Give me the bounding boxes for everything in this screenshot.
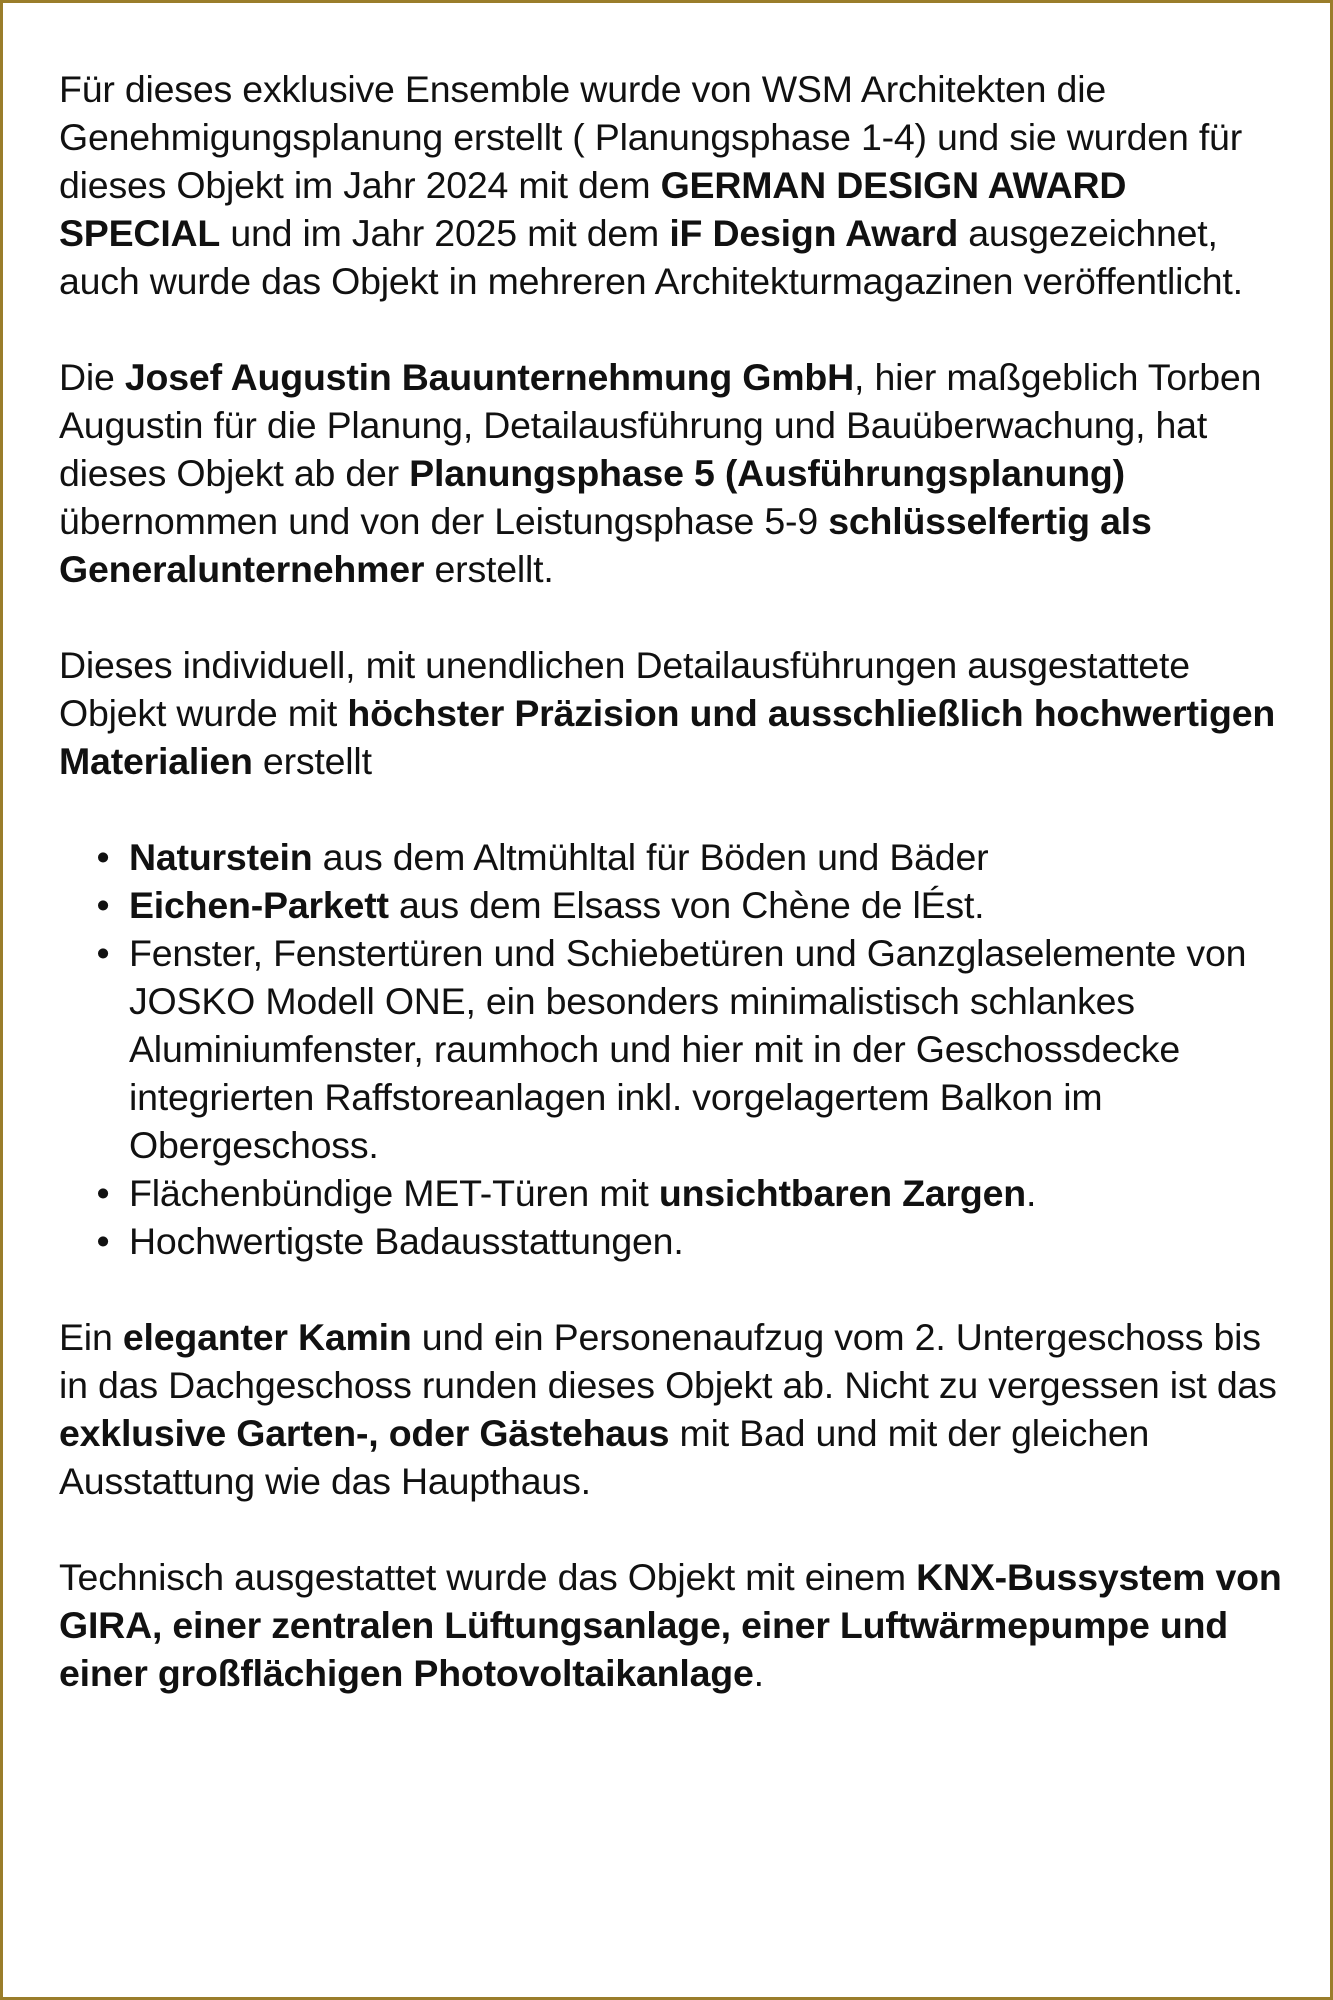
paragraph-contractor: Die Josef Augustin Bauunternehmung GmbH, hier maßgeblich Torben Augustin für die Planung, Detailausführung und Bauüberwachung, hat dieses Objekt ab der Planungsphase 5 (Ausführungsplanung) übernommen und von der Leistungsphase 5-9 schlüsselfertig als Generalunternehmer erstellt.	[59, 356, 1262, 590]
paragraph-award: Für dieses exklusive Ensemble wurde von WSM Architekten die Genehmigungsplanung erstellt ( Planungsphase 1-4) und sie wurden für dieses Objekt im Jahr 2024 mit dem GERMAN DESIGN AWARD SPECIAL und im Jahr 2025 mit dem iF Design Award ausgezeichnet, auch wurde das Objekt in mehreren Architekturmagazinen veröffentlicht.	[59, 68, 1243, 302]
quality-highlight: höchster Präzision und ausschließlich hochwertigen Materialien	[59, 692, 1276, 782]
bullet-icon: •	[96, 884, 110, 926]
list-item: • Eichen-Parkett aus dem Elsass von Chène de lÉst.	[129, 881, 1289, 929]
bullet-icon: •	[96, 1220, 110, 1262]
list-item: • Naturstein aus dem Altmühltal für Böden und Bäder	[129, 833, 1289, 881]
general-contractor: schlüsselfertig als Generalunternehmer	[59, 500, 1152, 590]
list-item: • Hochwertigste Badausstattungen.	[129, 1217, 1289, 1265]
paragraph-technology: Technisch ausgestattet wurde das Objekt mit einem KNX-Bussystem von GIRA, einer zentralen Lüftungsanlage, einer Luftwärmepumpe und einer großflächigen Photovoltaikanlage.	[59, 1556, 1282, 1694]
paragraph-quality: Dieses individuell, mit unendlichen Detailausführungen ausgestattete Objekt wurde mit höchster Präzision und ausschließlich hochwertigen Materialien erstellt	[59, 644, 1276, 782]
list-item: • Fenster, Fenstertüren und Schiebetüren und Ganzglaselemente von JOSKO Modell ONE, ein besonders minimalistisch schlankes Aluminiumfenster, raumhoch und hier mit in der Geschossdecke integrierten Raffstoreanlagen inkl. vorgelagertem Balkon im Obergeschoss.	[129, 929, 1289, 1169]
award-if-design: iF Design Award	[669, 212, 959, 254]
document-body	[59, 65, 1289, 1745]
paragraph-fireplace: Ein eleganter Kamin und ein Personenaufzug vom 2. Untergeschoss bis in das Dachgeschoss runden dieses Objekt ab. Nicht zu vergessen ist das exklusive Garten-, oder Gästehaus mit Bad und mit der gleichen Ausstattung wie das Haupthaus.	[59, 1316, 1277, 1502]
fireplace-highlight: eleganter Kamin	[122, 1316, 412, 1358]
company-name: Josef Augustin Bauunternehmung GmbH	[124, 356, 855, 398]
bullet-icon: •	[96, 836, 110, 878]
feature-list	[59, 833, 1289, 1265]
bullet-icon: •	[96, 932, 110, 974]
guesthouse-highlight: exklusive Garten-, oder Gästehaus	[59, 1412, 670, 1454]
technology-highlight: KNX-Bussystem von GIRA, einer zentralen Lüftungsanlage, einer Luftwärmepumpe und einer großflächigen Photovoltaikanlage	[59, 1556, 1282, 1694]
planning-phase: Planungsphase 5 (Ausführungsplanung)	[409, 452, 1125, 494]
bullet-icon: •	[96, 1172, 110, 1214]
list-item: • Flächenbündige MET-Türen mit unsichtbaren Zargen.	[129, 1169, 1289, 1217]
award-german-design: GERMAN DESIGN AWARD SPECIAL	[59, 164, 1127, 254]
